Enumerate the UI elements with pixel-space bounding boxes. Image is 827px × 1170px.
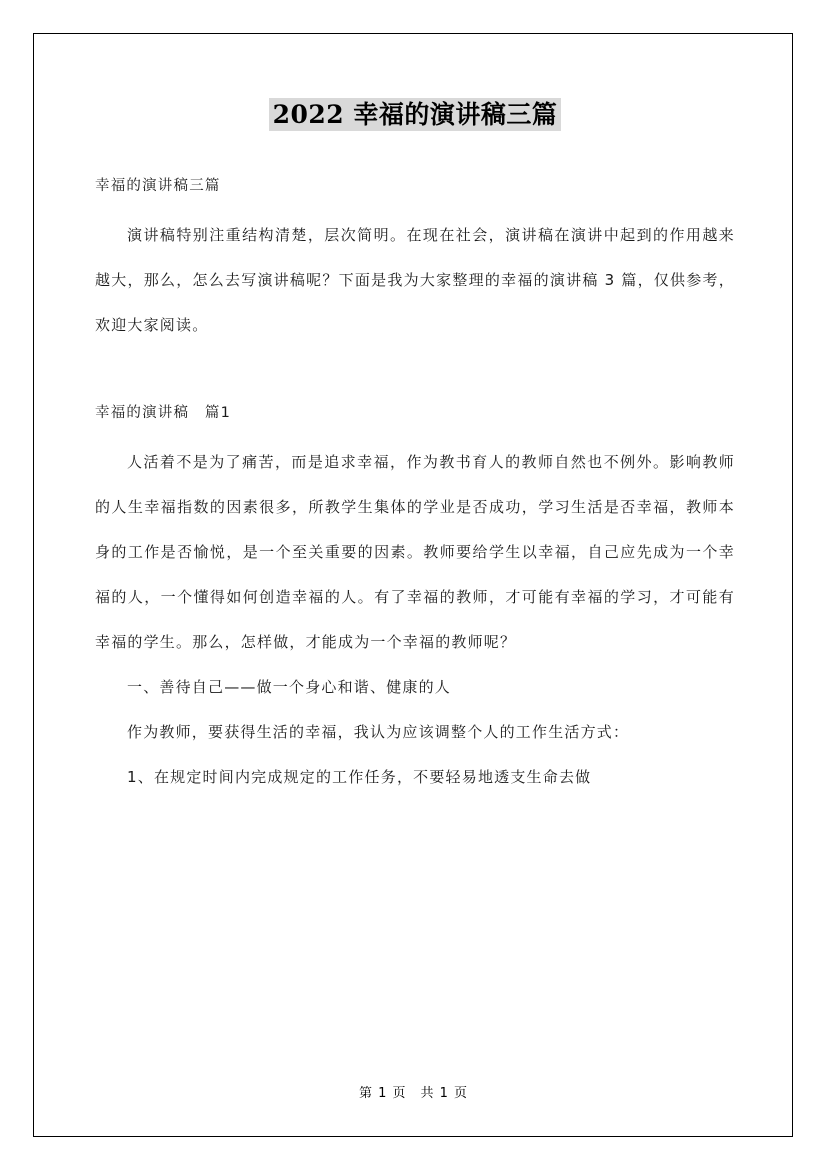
page-title-text: 2022 幸福的演讲稿三篇 (269, 98, 562, 131)
body-paragraph-3: 1、在规定时间内完成规定的工作任务，不要轻易地透支生命去做 (127, 768, 592, 786)
body-paragraph-1: 人活着不是为了痛苦，而是追求幸福，作为教书育人的教师自然也不例外。影响教师的人生幸福指数的因素很多，所教学生集体的学业是否成功，学习生活是否幸福，教师本身的工作是否愉悦，是一个至关重要的因素。教师要给学生以幸福，自己应先成为一个幸福的人，一个懂得如何创造幸福的人。有了幸福的教师，才可能有幸福的学习，才可能有幸福的学生。那么，怎样做，才能成为一个幸福的教师呢？ (95, 453, 735, 651)
subheading-1: 一、善待自己——做一个身心和谐、健康的人 (127, 678, 452, 696)
body-paragraph-2: 作为教师，要获得生活的幸福，我认为应该调整个人的工作生活方式： (127, 723, 630, 741)
heading-note: 幸福的演讲稿三篇 (95, 178, 221, 194)
spacer (95, 201, 735, 213)
document-content (95, 95, 735, 800)
page-title (95, 95, 735, 135)
intro-paragraph: 演讲稿特别注重结构清楚，层次简明。在现在社会，演讲稿在演讲中起到的作用越来越大，那么，怎么去写演讲稿呢？下面是我为大家整理的幸福的演讲稿 3 篇，仅供参考，欢迎大家阅读。 (95, 226, 735, 334)
page-footer: 第 1 页 共 1 页 (358, 1086, 469, 1101)
spacer (95, 428, 735, 440)
spacer (95, 348, 735, 398)
section-heading: 幸福的演讲稿 篇1 (95, 405, 232, 421)
